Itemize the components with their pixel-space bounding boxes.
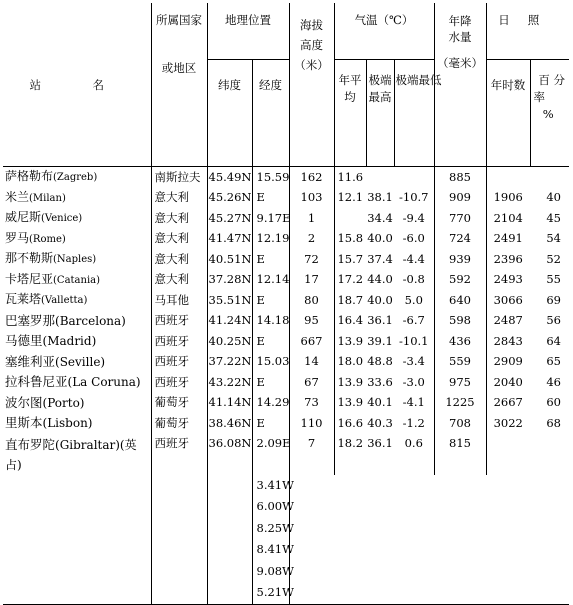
sun-hours-header: 年时数 [486,60,530,167]
country-cell: 葡萄牙 [151,393,207,414]
station-name-zh: 卡塔尼亚 [5,271,54,286]
table-row [3,413,569,434]
latitude-cell: 36.08N [207,434,252,475]
station-name-en: (Lisbon) [42,416,93,430]
country-cell: 意大利 [151,229,207,250]
sun-percent-cell: 40 [546,190,561,204]
latitude-header: 纬度 [207,60,252,167]
longitude-cell: 5.21W [252,582,289,604]
empty-cell [151,539,207,561]
station-name-zh: 里斯本 [5,415,43,430]
temp-min-cell: 5.0 [404,292,423,307]
sun-percent-header [530,60,569,167]
latitude-cell: 40.25N [207,331,252,352]
country-header-line2: 或地区 [161,61,197,75]
temp-min-cell: -9.4 [402,210,425,225]
rainfall-cell: 975 [434,372,486,393]
sun-hours-cell: 2667 [486,393,530,414]
longitude-continuation-row [3,475,569,497]
empty-cell [3,518,151,540]
empty-cell [334,539,366,561]
station-name-zh: 波尔图 [5,394,43,410]
temp-min-cell [394,167,434,188]
temp-avg-cell: 18.2 [334,434,366,475]
climate-table-container [3,3,569,605]
sun-hours-cell: 3022 [486,413,530,434]
rainfall-cell: 770 [434,208,486,229]
station-name-zh: 瓦莱塔 [5,292,42,306]
country-cell: 意大利 [151,208,207,229]
longitude-cell: 8.41W [252,539,289,561]
temp-min-cell: -4.1 [402,395,425,409]
sun-percent-cell [530,167,569,188]
rainfall-cell: 724 [434,229,486,250]
altitude-cell: 95 [289,311,334,332]
station-name-cell [3,352,151,373]
country-cell: 西班牙 [151,331,207,352]
temp-max-cell: 37.4 [367,251,393,266]
empty-cell [334,561,366,583]
temp-min-cell: -0.8 [402,272,425,286]
temp-min-header-text: 极端最低 [395,73,442,87]
empty-cell [334,475,366,497]
table-row [3,270,569,291]
rainfall-cell: 598 [434,311,486,332]
empty-cell [207,475,252,497]
table-row [3,372,569,393]
station-name-zh: 米兰 [5,189,30,204]
longitude-cell: 3.41W [252,475,289,497]
empty-cell [486,582,530,604]
country-cell: 意大利 [151,270,207,291]
empty-cell [207,496,252,518]
longitude-cell: 9.17E [252,208,289,229]
empty-cell [366,518,394,540]
sun-percent-cell: 54 [546,231,561,245]
empty-cell [366,582,394,604]
latitude-cell: 45.49N [207,167,252,188]
country-cell: 西班牙 [151,434,207,475]
sun-hours-cell: 2843 [486,331,530,352]
temp-max-cell: 38.1 [367,190,393,204]
country-cell: 意大利 [151,249,207,270]
station-name-zh: 直布罗陀 [5,436,56,452]
altitude-cell: 17 [289,270,334,291]
latitude-cell: 41.14N [207,393,252,414]
empty-cell [366,539,394,561]
sun-hours-cell: 3066 [486,290,530,311]
empty-cell [530,518,569,540]
temp-avg-cell: 13.9 [334,331,366,352]
longitude-cell: 12.19 [252,229,289,250]
country-cell: 葡萄牙 [151,413,207,434]
empty-cell [366,561,394,583]
empty-cell [394,496,434,518]
altitude-cell: 7 [289,434,334,475]
longitude-cell: 9.08W [252,561,289,583]
station-name-cell [3,290,151,311]
altitude-cell: 72 [289,249,334,270]
sun-percent-cell: 52 [546,251,561,266]
altitude-cell: 2 [289,229,334,250]
latitude-cell: 41.24N [207,311,252,332]
temp-min-cell: -4.4 [402,251,425,266]
table-row [3,311,569,332]
empty-cell [434,496,486,518]
empty-cell [486,539,530,561]
empty-cell [434,582,486,604]
empty-cell [530,496,569,518]
sun-hours-cell: 2491 [486,229,530,250]
longitude-cell: E [252,188,289,209]
temp-max-cell: 44.0 [367,272,393,286]
empty-cell [486,475,530,497]
empty-cell [289,582,334,604]
longitude-header: 经度 [252,60,289,167]
latitude-cell: 37.28N [207,270,252,291]
rainfall-cell: 885 [434,167,486,188]
longitude-cell: 15.03 [252,352,289,373]
temp-min-header [394,60,442,167]
sunshine-header: 日照 [486,3,569,60]
longitude-cell: 14.29 [252,393,289,414]
temp-max-cell: 36.1 [367,435,393,450]
sun-hours-cell: 1906 [486,188,530,209]
station-name-cell [3,393,151,414]
empty-cell [207,539,252,561]
empty-cell [289,561,334,583]
station-name-en: (Valletta) [41,295,88,306]
empty-cell [3,561,151,583]
country-header [151,3,207,167]
sun-percent-cell [530,434,569,475]
station-name-zh: 巴塞罗那 [5,312,56,328]
empty-cell [334,582,366,604]
sun-percent-cell: 64 [546,333,561,348]
latitude-cell: 43.22N [207,372,252,393]
sun-hours-cell: 2909 [486,352,530,373]
station-name-cell [3,270,151,291]
rainfall-cell: 939 [434,249,486,270]
altitude-cell: 110 [289,413,334,434]
empty-cell [289,496,334,518]
empty-cell [394,561,434,583]
station-name-zh: 威尼斯 [5,210,42,224]
station-name-en: (Milan) [29,192,66,204]
sun-hours-cell [486,434,530,475]
empty-cell [207,518,252,540]
temp-avg-cell: 18.0 [334,352,366,373]
country-header-line1: 所属国家 [156,13,202,27]
altitude-cell: 80 [289,290,334,311]
station-header: 站 名 [3,3,151,167]
station-name-cell [3,372,151,393]
empty-cell [334,518,366,540]
table-row [3,249,569,270]
station-name-en: (Rome) [29,233,66,245]
temp-min-cell: 0.6 [404,435,423,450]
station-name-en: (La Coruna) [67,375,141,389]
temp-min-cell: -1.2 [402,415,425,430]
sun-hours-cell: 2040 [486,372,530,393]
sun-percent-header-line1: 百 分 [538,73,565,87]
temp-max-cell: 40.3 [367,415,393,430]
station-name-cell [3,229,151,250]
temperature-header: 气温（℃） [334,3,434,60]
empty-cell [3,475,151,497]
temp-min-cell: -3.0 [402,374,425,389]
longitude-cell: 14.18 [252,311,289,332]
empty-cell [366,496,394,518]
temp-max-cell: 36.1 [367,313,393,327]
sun-hours-cell [486,167,530,188]
station-name-cell [3,311,151,332]
station-name-cell [3,167,151,188]
temp-avg-cell: 15.8 [334,229,366,250]
longitude-cell: 8.25W [252,518,289,540]
longitude-continuation-row [3,561,569,583]
longitude-cell: 15.59 [252,167,289,188]
station-name-en: (Gibraltar)(英占) [5,437,137,472]
rainfall-header-line1: 年降 [448,14,472,28]
longitude-continuation-row [3,496,569,518]
empty-cell [394,539,434,561]
table-row [3,167,569,188]
temp-min-cell: -10.7 [399,190,429,204]
temp-min-cell: -6.7 [402,313,425,327]
sun-percent-cell: 45 [546,210,561,225]
table-row [3,434,569,475]
latitude-cell: 38.46N [207,413,252,434]
table-row [3,229,569,250]
altitude-cell: 162 [289,167,334,188]
station-name-en: (Venice) [41,213,83,224]
station-name-en: (Catania) [53,274,101,286]
station-name-zh: 那不勒斯 [5,251,54,265]
altitude-cell: 667 [289,331,334,352]
country-cell: 南斯拉夫 [151,167,207,188]
temp-avg-cell: 13.9 [334,393,366,414]
table-row [3,208,569,229]
table-row [3,352,569,373]
sun-hours-cell: 2396 [486,249,530,270]
temp-avg-cell: 11.6 [334,167,366,188]
altitude-cell: 67 [289,372,334,393]
empty-cell [434,561,486,583]
empty-cell [3,496,151,518]
latitude-cell: 35.51N [207,290,252,311]
empty-cell [151,561,207,583]
station-name-cell [3,434,151,475]
station-name-zh: 罗马 [5,230,30,245]
empty-cell [530,475,569,497]
latitude-cell: 40.51N [207,249,252,270]
latitude-cell: 41.47N [207,229,252,250]
climate-data-table [3,3,569,605]
altitude-header-line2: 高度 [300,38,323,52]
station-name-cell [3,331,151,352]
temp-avg-cell: 13.9 [334,372,366,393]
sun-percent-header-line2: 率 [533,90,545,104]
station-name-en: (Madrid) [42,334,97,348]
temp-max-cell: 40.0 [367,231,393,245]
station-name-en: (Porto) [42,395,85,410]
longitude-cell: 6.00W [252,496,289,518]
station-name-zh: 塞维利亚 [5,353,56,369]
table-row [3,393,569,414]
empty-cell [366,475,394,497]
empty-cell [3,582,151,604]
temp-avg-cell [334,208,366,229]
temp-avg-cell: 12.1 [334,188,366,209]
sun-percent-cell: 46 [546,374,561,389]
station-name-zh: 萨格勒布 [5,169,54,183]
temp-avg-cell: 16.6 [334,413,366,434]
temp-avg-cell: 18.7 [334,290,366,311]
rainfall-cell: 559 [434,352,486,373]
empty-cell [486,496,530,518]
sun-percent-header-line3: % [542,107,554,121]
sun-hours-cell: 2104 [486,208,530,229]
empty-cell [486,561,530,583]
empty-cell [207,582,252,604]
station-name-en: (Seville) [55,354,106,369]
temp-max-cell: 40.1 [367,395,393,409]
altitude-cell: 73 [289,393,334,414]
station-name-zh: 马德里 [5,333,43,348]
rainfall-cell: 909 [434,188,486,209]
rainfall-header-line2: 水量 [448,30,472,44]
temp-min-cell: -6.0 [402,231,425,245]
empty-cell [530,539,569,561]
altitude-cell: 1 [289,208,334,229]
temp-max-header: 极端最高 [366,60,394,167]
empty-cell [334,496,366,518]
rainfall-cell: 815 [434,434,486,475]
geo-location-header: 地理位置 [207,3,289,60]
temp-max-cell: 40.0 [367,292,393,307]
altitude-header-line1: 海拔 [300,18,323,32]
empty-cell [151,518,207,540]
temp-max-cell: 33.6 [367,374,393,389]
temp-max-cell: 39.1 [367,333,393,348]
table-header [3,3,569,167]
sun-percent-cell: 68 [546,415,561,430]
sun-hours-cell: 2487 [486,311,530,332]
station-name-zh: 拉科鲁尼亚 [5,374,68,389]
temp-avg-cell: 16.4 [334,311,366,332]
empty-cell [151,496,207,518]
empty-cell [434,475,486,497]
altitude-cell: 14 [289,352,334,373]
station-name-en: (Barcelona) [55,313,126,328]
empty-cell [207,561,252,583]
table-row [3,290,569,311]
empty-cell [434,539,486,561]
empty-cell [486,518,530,540]
empty-cell [289,475,334,497]
empty-cell [434,518,486,540]
longitude-cell: E [252,413,289,434]
station-name-en: (Zagreb) [53,172,98,183]
temp-max-cell [366,167,394,188]
table-body [3,167,569,605]
altitude-cell: 103 [289,188,334,209]
station-name-cell [3,208,151,229]
longitude-cell: E [252,331,289,352]
empty-cell [3,539,151,561]
sun-percent-cell: 65 [546,354,561,368]
country-cell: 意大利 [151,188,207,209]
longitude-continuation-row [3,582,569,604]
station-name-cell [3,188,151,209]
longitude-continuation-row [3,539,569,561]
longitude-cell: 12.14 [252,270,289,291]
longitude-cell: E [252,290,289,311]
sun-percent-cell: 55 [546,272,561,286]
latitude-cell: 45.26N [207,188,252,209]
table-row [3,331,569,352]
rainfall-cell: 592 [434,270,486,291]
longitude-cell: E [252,249,289,270]
empty-cell [289,539,334,561]
empty-cell [394,475,434,497]
table-row [3,188,569,209]
rainfall-cell: 708 [434,413,486,434]
sun-percent-cell: 60 [546,395,561,409]
longitude-continuation-row [3,518,569,540]
empty-cell [394,518,434,540]
temp-min-cell: -3.4 [402,354,425,368]
longitude-cell: E [252,372,289,393]
altitude-header [289,3,334,167]
altitude-header-unit: （米） [294,58,329,72]
latitude-cell: 45.27N [207,208,252,229]
empty-cell [530,561,569,583]
empty-cell [151,475,207,497]
temp-avg-header: 年平均 [334,60,366,167]
temp-max-cell: 34.4 [367,210,393,225]
empty-cell [151,582,207,604]
sun-hours-cell: 2493 [486,270,530,291]
latitude-cell: 37.22N [207,352,252,373]
temp-min-cell: -10.1 [399,333,429,348]
empty-cell [394,582,434,604]
empty-cell [530,582,569,604]
station-name-cell [3,413,151,434]
country-cell: 西班牙 [151,311,207,332]
country-cell: 马耳他 [151,290,207,311]
sun-percent-cell: 56 [546,313,561,327]
station-name-cell [3,249,151,270]
country-cell: 西班牙 [151,352,207,373]
temp-max-cell: 48.8 [367,354,393,368]
station-name-en: (Naples) [53,254,97,265]
rainfall-header-unit: （毫米） [437,56,483,70]
country-cell: 西班牙 [151,372,207,393]
temp-avg-cell: 17.2 [334,270,366,291]
rainfall-cell: 1225 [434,393,486,414]
sun-percent-cell: 69 [546,292,561,307]
rainfall-cell: 436 [434,331,486,352]
rainfall-cell: 640 [434,290,486,311]
temp-avg-cell: 15.7 [334,249,366,270]
empty-cell [289,518,334,540]
longitude-cell: 2.09E [252,434,289,475]
